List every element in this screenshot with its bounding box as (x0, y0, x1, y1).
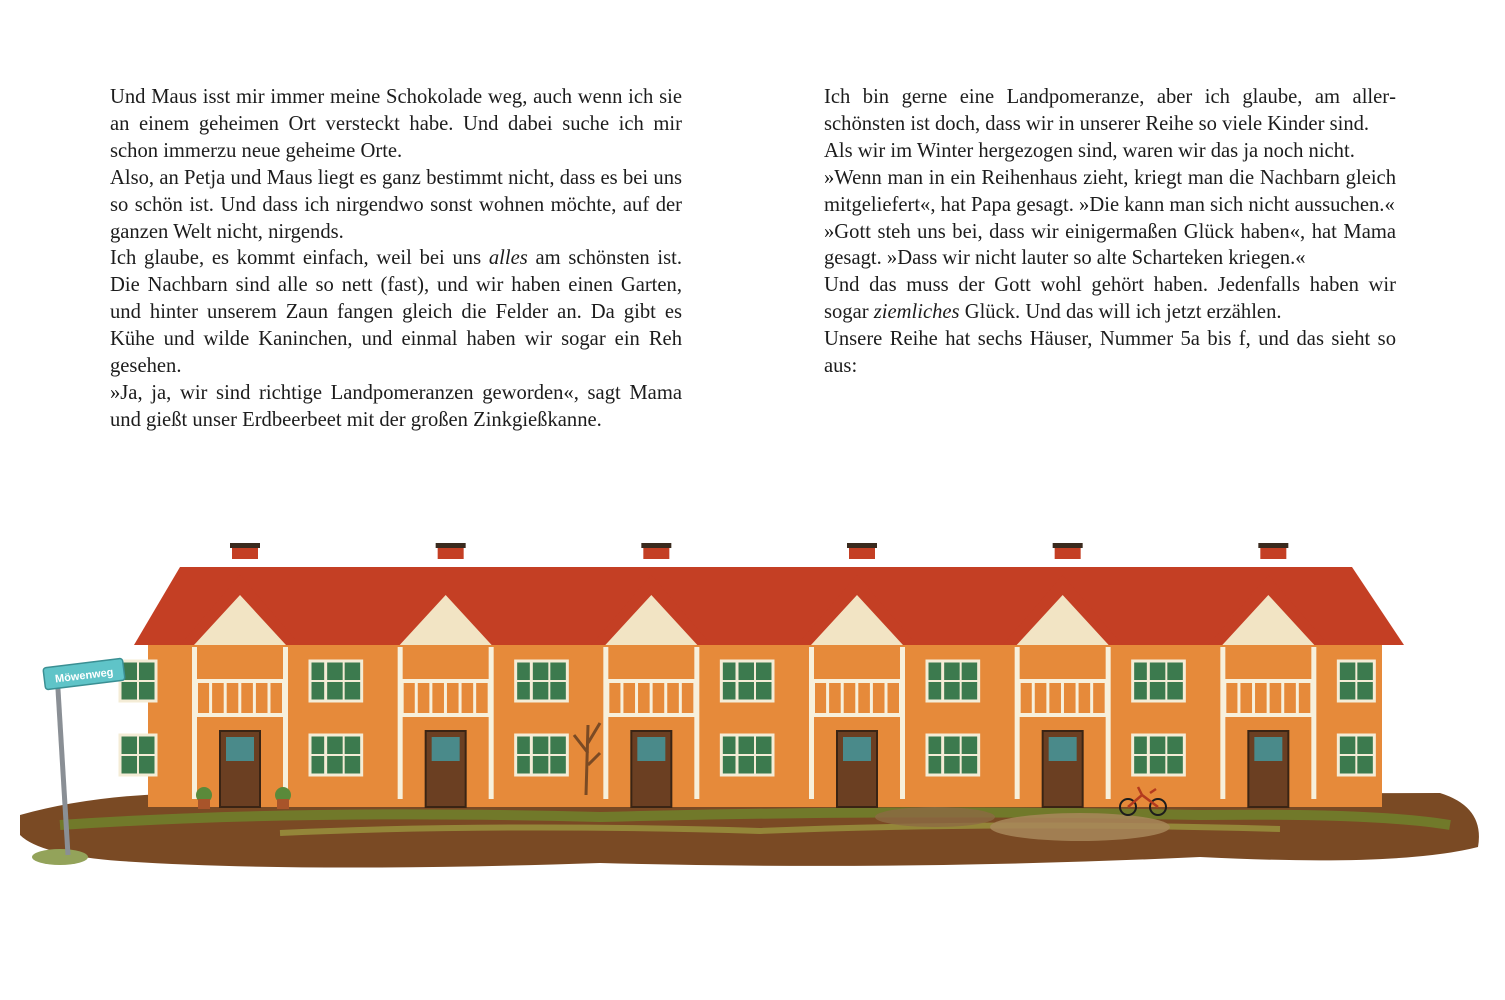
paragraph (824, 165, 1396, 219)
door-glass (226, 737, 254, 761)
paragraph (110, 165, 682, 246)
paragraph (824, 219, 1396, 273)
paragraph (824, 326, 1396, 380)
door-glass (843, 737, 871, 761)
chimney (1260, 547, 1286, 559)
paragraph (110, 380, 682, 434)
porch-post (900, 647, 905, 799)
chimney-cap (847, 543, 877, 548)
chimney-cap (230, 543, 260, 548)
right-text-column (824, 84, 1396, 380)
chimney (438, 547, 464, 559)
row-houses-illustration (0, 495, 1505, 925)
text-run: Ich glaube, es kommt einfach, weil bei uns (110, 247, 489, 270)
chimney-cap (641, 543, 671, 548)
roof (134, 567, 1404, 645)
door-glass (1254, 737, 1282, 761)
porch-post (1220, 647, 1225, 799)
text-run: Also, an Petja und Maus liegt es ganz bestimmt nicht, dass es bei uns so schön ist. Und dass ich nirgendwo sonst wohnen möchte, auf der ganzen Welt nicht, nirgends. (110, 166, 682, 243)
porch-post (1015, 647, 1020, 799)
door-glass (432, 737, 460, 761)
text-run: Als wir im Winter hergezogen sind, waren wir das ja noch nicht. (824, 139, 1355, 162)
porch-post (1311, 647, 1316, 799)
text-run: Ich bin gerne eine Landpomeranze, aber ich glaube, am allerschönsten ist doch, dass wir in unserer Reihe so viele Kinder sind. (824, 86, 1396, 135)
text-run: Und Maus isst mir immer meine Schokolade weg, auch wenn ich sie an einem geheimen Ort versteckt habe. Und dabei suche ich mir schon immerzu neue geheime Orte. (110, 86, 682, 162)
paragraph (824, 138, 1396, 165)
left-text-column (110, 84, 682, 434)
text-run: Und das muss der Gott wohl gehört haben. Jedenfalls haben wir sogar (824, 274, 1396, 324)
text-run: »Gott steh uns bei, dass wir einigermaßen Glück haben«, hat Mama gesagt. »Dass wir nicht lauter so alte Scharteken kriegen.« (824, 220, 1396, 270)
paragraph (824, 272, 1396, 326)
porch-post (283, 647, 288, 799)
italic-text: ziemliches (873, 301, 960, 324)
text-run: »Wenn man in ein Reihenhaus zieht, kriegt man die Nachbarn gleich mitgeliefert«, hat Papa gesagt. »Die kann man sich nicht aussuchen.« (824, 166, 1396, 216)
chimney-cap (1258, 543, 1288, 548)
paragraph (824, 84, 1396, 138)
text-run: Unsere Reihe hat sechs Häuser, Nummer 5a bis f, und das sieht so aus: (824, 328, 1396, 378)
door-glass (1049, 737, 1077, 761)
paragraph (110, 245, 682, 380)
chimney (232, 547, 258, 559)
text-run: am schönsten ist. Die Nachbarn sind alle so nett (fast), und wir haben einen Garten, und hinter unserem Zaun fangen gleich die Felder an. Da gibt es Kühe und wilde Kaninchen, und einmal haben wir sogar ein Reh gesehen. (110, 247, 682, 378)
porch-post (1106, 647, 1111, 799)
porch-post (809, 647, 814, 799)
street-sign-label: Möwenweg (54, 666, 115, 686)
text-run: »Ja, ja, wir sind richtige Landpomeranzen geworden«, sagt Mama und gießt unser Erdbeerbeet mit der großen Zinkgießkanne. (110, 381, 682, 431)
porch-post (603, 647, 608, 799)
chimney (643, 547, 669, 559)
porch-post (398, 647, 403, 799)
paragraph (110, 84, 682, 165)
text-run: Glück. Und das will ich jetzt erzählen. (959, 301, 1282, 324)
italic-text: alles (488, 247, 528, 270)
chimney-cap (436, 543, 466, 548)
house-row (120, 543, 1404, 807)
chimney-cap (1053, 543, 1083, 548)
door-glass (637, 737, 665, 761)
chimney (849, 547, 875, 559)
porch-post (489, 647, 494, 799)
chimney (1055, 547, 1081, 559)
porch-post (694, 647, 699, 799)
porch-post (192, 647, 197, 799)
